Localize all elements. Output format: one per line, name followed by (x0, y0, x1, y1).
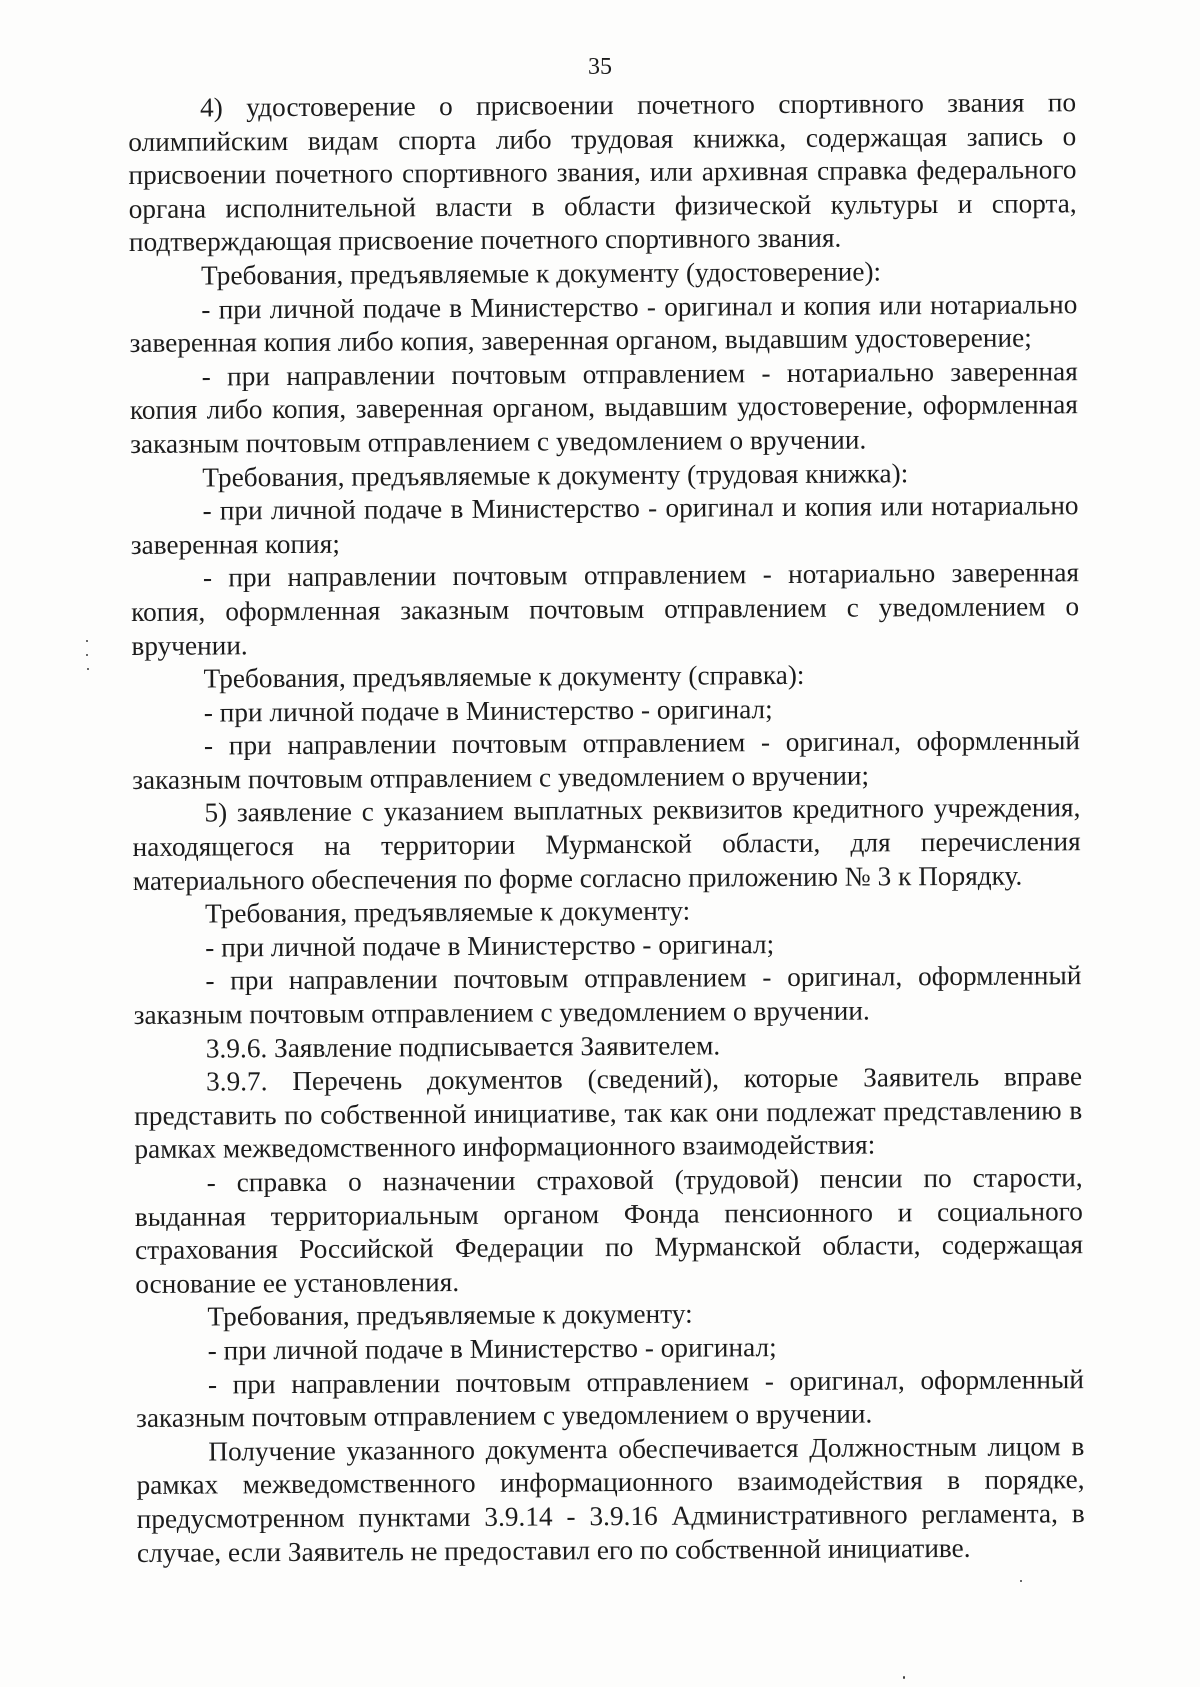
paragraph-personal-submission: - при личной подаче в Министерство - оригинал и копия или нотариально заверенная копия; (130, 490, 1079, 560)
paragraph-postal-submission: - при направлении почтовым отправлением - оригинал, оформленный заказным почтовым отправлением с уведомлением о вручении. (136, 1363, 1084, 1434)
paragraph-personal-submission: - при личной подаче в Министерство - оригинал и копия или нотариально заверенная копия либо копия, заверенная органом, выдавшим удостоверение; (129, 288, 1078, 359)
paragraph-postal-submission: - при направлении почтовым отправлением - оригинал, оформленный заказным почтовым отправлением с уведомлением о вручении. (133, 960, 1082, 1031)
paragraph-item-4-certificate: 4) удостоверение о присвоении почетного спортивного звания по олимпийским видам спорта либо трудовая книжка, содержащая запись о присвоении почетного спортивного звания, или архивная справка федерального органа исполнительной власти в области физической культуры и спорта, подтверждающая присвоение почетного спортивного звания. (128, 87, 1077, 258)
paragraph-requirements-document: Требования, предъявляемые к документу: (204, 895, 691, 929)
scan-speck (87, 668, 89, 670)
paragraph-personal-submission: - при личной подаче в Министерство - оригинал; (205, 928, 775, 963)
paragraph-requirements-workbook: Требования, предъявляемые к документу (трудовая книжка): (202, 457, 909, 493)
paragraph-pension-certificate: - справка о назначении страховой (трудовой) пенсии по старости, выданная территориальным органом Фонда пенсионного и социального страхования Российской Федерации по Мурманской области, содержащая основание ее установления. (134, 1162, 1084, 1299)
paragraph-personal-submission: - при личной подаче в Министерство - оригинал; (207, 1332, 777, 1366)
paragraph-item-5-application: 5) заявление с указанием выплатных реквизитов кредитного учреждения, находящегося на территории Мурманской области, для перечисления материального обеспечения по форме согласно приложению № 3 к Порядку. (132, 792, 1081, 896)
paragraph-postal-submission: - при направлении почтовым отправлением - оригинал, оформленный заказным почтовым отправлением с уведомлением о вручении; (132, 725, 1081, 795)
paragraph-postal-submission: - при направлении почтовым отправлением - нотариально заверенная копия либо копия, заверенная органом, выдавшим удостоверение, оформленная заказным почтовым отправлением с уведомлением о вручении. (129, 355, 1079, 459)
paragraph-section-3-9-6: 3.9.6. Заявление подписывается Заявителем. (205, 1030, 721, 1064)
paragraph-requirements-document: Требования, предъявляемые к документу: (207, 1298, 693, 1332)
scan-speck (86, 654, 88, 656)
scan-speck (86, 640, 88, 642)
paragraph-postal-submission: - при направлении почтовым отправлением - нотариально заверенная копия, оформленная заказным почтовым отправлением с уведомлением о вручении. (131, 557, 1080, 661)
paragraph-requirements-reference: Требования, предъявляемые к документу (справка): (203, 659, 805, 694)
paragraph-section-3-9-7: 3.9.7. Перечень документов (сведений), которые Заявитель вправе представить по собственной инициативе, так как они подлежат представлению в рамках межведомственного информационного взаимодействия: (134, 1061, 1083, 1165)
paragraph-interagency-receipt: Получение указанного документа обеспечивается Должностным лицом в рамках межведомственного информационного взаимодействия в порядке, предусмотренном пунктами 3.9.14 - 3.9.16 Административного регламента, в случае, если Заявитель не предоставил его по собственной инициативе. (136, 1430, 1085, 1568)
document-body (128, 86, 1085, 1570)
paragraph-requirements-certificate: Требования, предъявляемые к документу (удостоверение): (201, 256, 882, 291)
paragraph-personal-submission: - при личной подаче в Министерство - оригинал; (203, 693, 773, 728)
page-number: 35 (588, 54, 612, 80)
scan-speck (1020, 1580, 1022, 1582)
scan-speck (903, 1676, 905, 1679)
